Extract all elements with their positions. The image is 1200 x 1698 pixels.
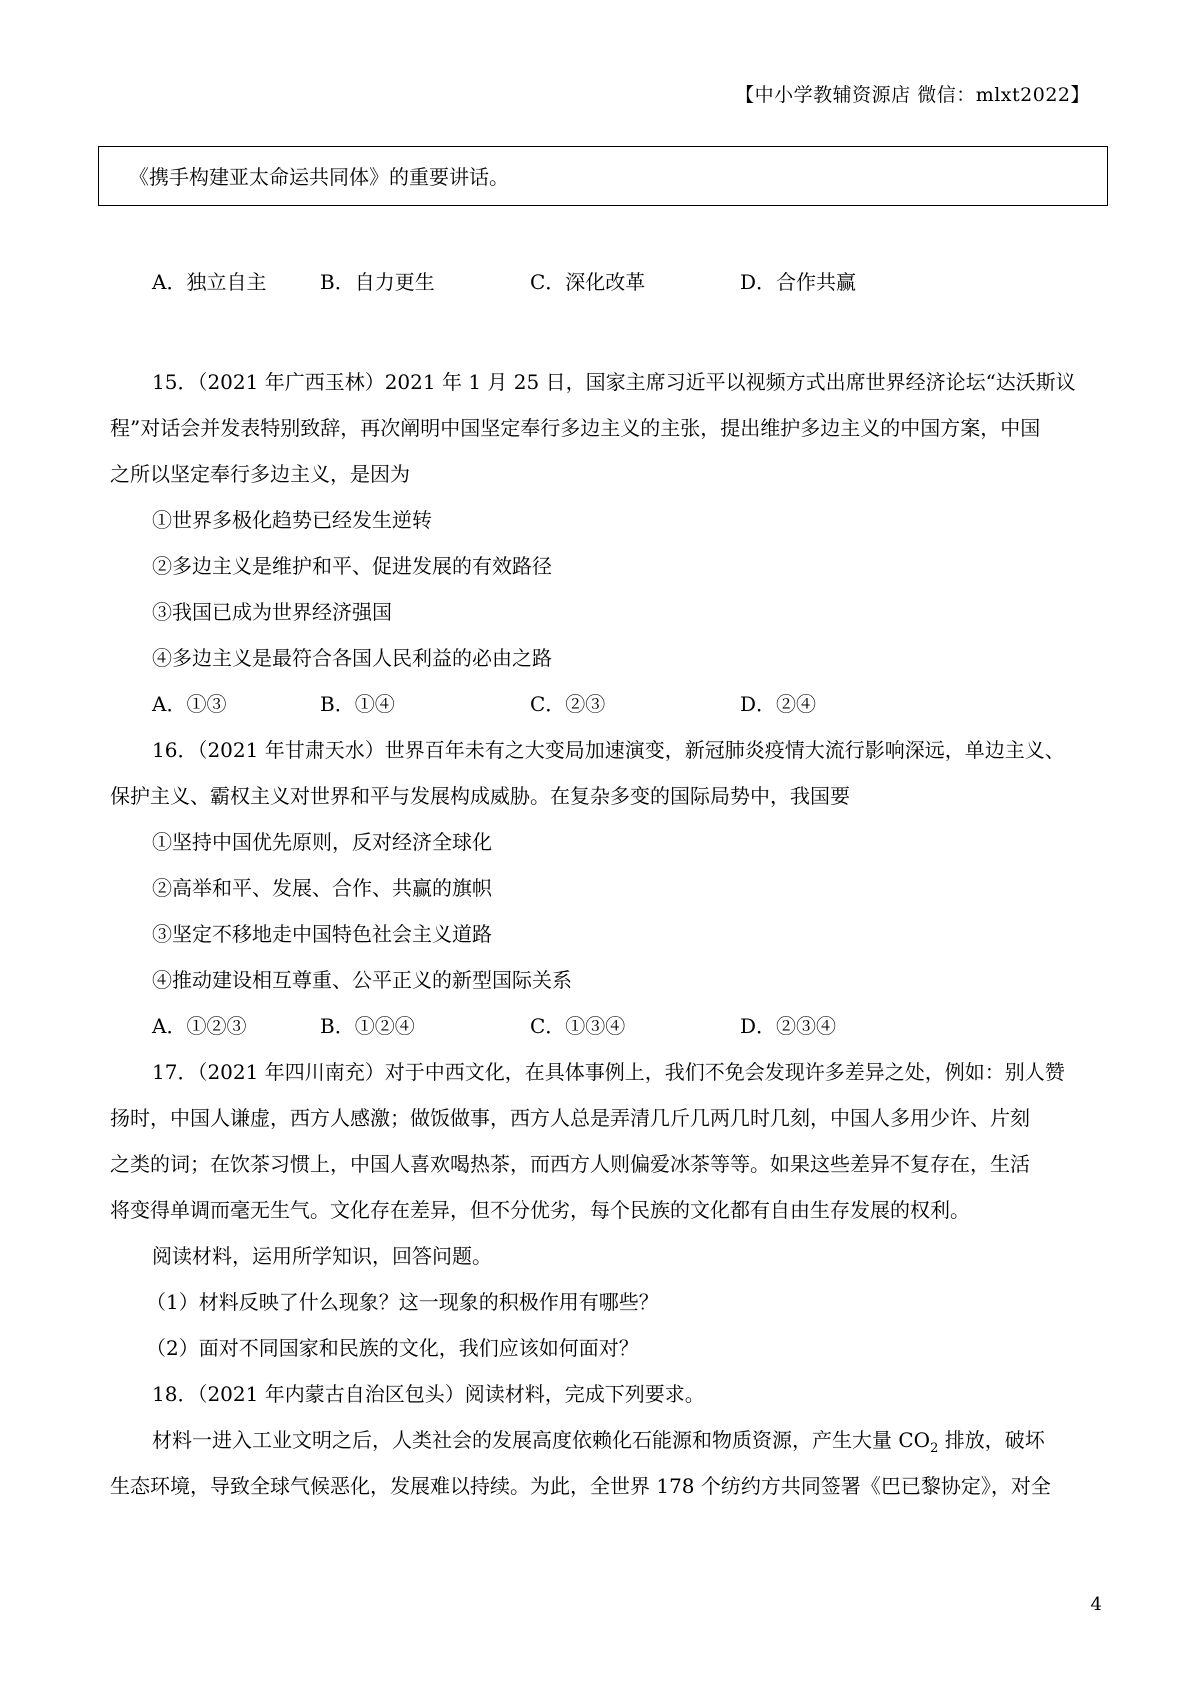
q17-stem-line: 扬时，中国人谦虚，西方人感激；做饭做事，西方人总是弄清几斤几两几时几刻，中国人多用少许、片刻 xyxy=(110,1106,1030,1130)
q17-stem-line: 之类的词；在饮茶习惯上，中国人喜欢喝热茶，而西方人则偏爱冰茶等等。如果这些差异不复存在，生活 xyxy=(110,1152,1030,1176)
q17-sub-question: （2）面对不同国家和民族的文化，我们应该如何面对？ xyxy=(146,1336,639,1360)
q14-option-a[interactable]: A．独立自主 xyxy=(152,270,267,294)
q17-stem-line: 将变得单调而毫无生气。文化存在差异，但不分优劣，每个民族的文化都有自由生存发展的权利。 xyxy=(110,1198,970,1222)
q16-stem-line: 保护主义、霸权主义对世界和平与发展构成威胁。在复杂多变的国际局势中，我国要 xyxy=(110,784,850,808)
q15-stem-line: 之所以坚定奉行多边主义，是因为 xyxy=(110,462,410,486)
q18-material-line xyxy=(152,1424,1045,1456)
q15-stem-line: 15．（2021 年广西玉林）2021 年 1 月 25 日，国家主席习近平以视频方式出席世界经济论坛“达沃斯议 xyxy=(152,370,1076,394)
q15-option-c[interactable]: C．②③ xyxy=(530,692,606,716)
q16-options xyxy=(152,1010,1052,1036)
q17-stem-line: 17．（2021 年四川南充）对于中西文化，在具体事例上，我们不免会发现许多差异之处，例如：别人赞 xyxy=(152,1060,1065,1084)
q15-stem-line: 程”对话会并发表特别致辞，再次阐明中国坚定奉行多边主义的主张，提出维护多边主义的中国方案，中国 xyxy=(110,416,1041,440)
q16-stem-line: 16．（2021 年甘肃天水）世界百年未有之大变局加速演变，新冠肺炎疫情大流行影响深远，单边主义、 xyxy=(152,738,1065,762)
q14-option-c[interactable]: C．深化改革 xyxy=(530,270,646,294)
q15-item: ②多边主义是维护和平、促进发展的有效路径 xyxy=(152,554,552,578)
q18-material-text: 材料一进入工业文明之后，人类社会的发展高度依赖化石能源和物质资源，产生大量 CO xyxy=(152,1428,931,1452)
q17-instruction: 阅读材料，运用所学知识，回答问题。 xyxy=(152,1244,492,1268)
boxed-text: 《携手构建亚太命运共同体》的重要讲话。 xyxy=(98,146,1108,206)
header-note: 【中小学教辅资源店 微信：mlxt2022】 xyxy=(735,84,1090,106)
q16-option-c[interactable]: C．①③④ xyxy=(530,1014,626,1038)
q15-item: ④多边主义是最符合各国人民利益的必由之路 xyxy=(152,646,552,670)
q16-item: ③坚定不移地走中国特色社会主义道路 xyxy=(152,922,492,946)
q15-option-a[interactable]: A．①③ xyxy=(152,692,227,716)
q14-options xyxy=(152,266,1052,292)
q16-item: ④推动建设相互尊重、公平正义的新型国际关系 xyxy=(152,968,572,992)
q15-option-d[interactable]: D．②④ xyxy=(740,692,817,716)
q15-options xyxy=(152,688,1052,714)
q15-item: ①世界多极化趋势已经发生逆转 xyxy=(152,508,432,532)
q16-option-a[interactable]: A．①②③ xyxy=(152,1014,247,1038)
q14-option-d[interactable]: D．合作共赢 xyxy=(740,270,857,294)
q18-material-line: 生态环境，导致全球气候恶化，发展难以持续。为此，全世界 178 个纺约方共同签署《巴已黎协定》，对全 xyxy=(110,1474,1051,1498)
q15-option-b[interactable]: B．①④ xyxy=(320,692,395,716)
q16-item: ①坚持中国优先原则，反对经济全球化 xyxy=(152,830,492,854)
q16-option-d[interactable]: D．②③④ xyxy=(740,1014,837,1038)
q14-option-b[interactable]: B．自力更生 xyxy=(320,270,435,294)
page-number: 4 xyxy=(1090,1594,1102,1615)
q16-option-b[interactable]: B．①②④ xyxy=(320,1014,415,1038)
q15-item: ③我国已成为世界经济强国 xyxy=(152,600,392,624)
q18-title: 18．（2021 年内蒙古自治区包头）阅读材料，完成下列要求。 xyxy=(152,1382,705,1406)
co2-subscript: 2 xyxy=(930,1441,939,1456)
q16-item: ②高举和平、发展、合作、共赢的旗帜 xyxy=(152,876,492,900)
q18-material-text: 排放，破坏 xyxy=(938,1428,1045,1452)
q17-sub-question: （1）材料反映了什么现象？这一现象的积极作用有哪些？ xyxy=(146,1290,659,1314)
